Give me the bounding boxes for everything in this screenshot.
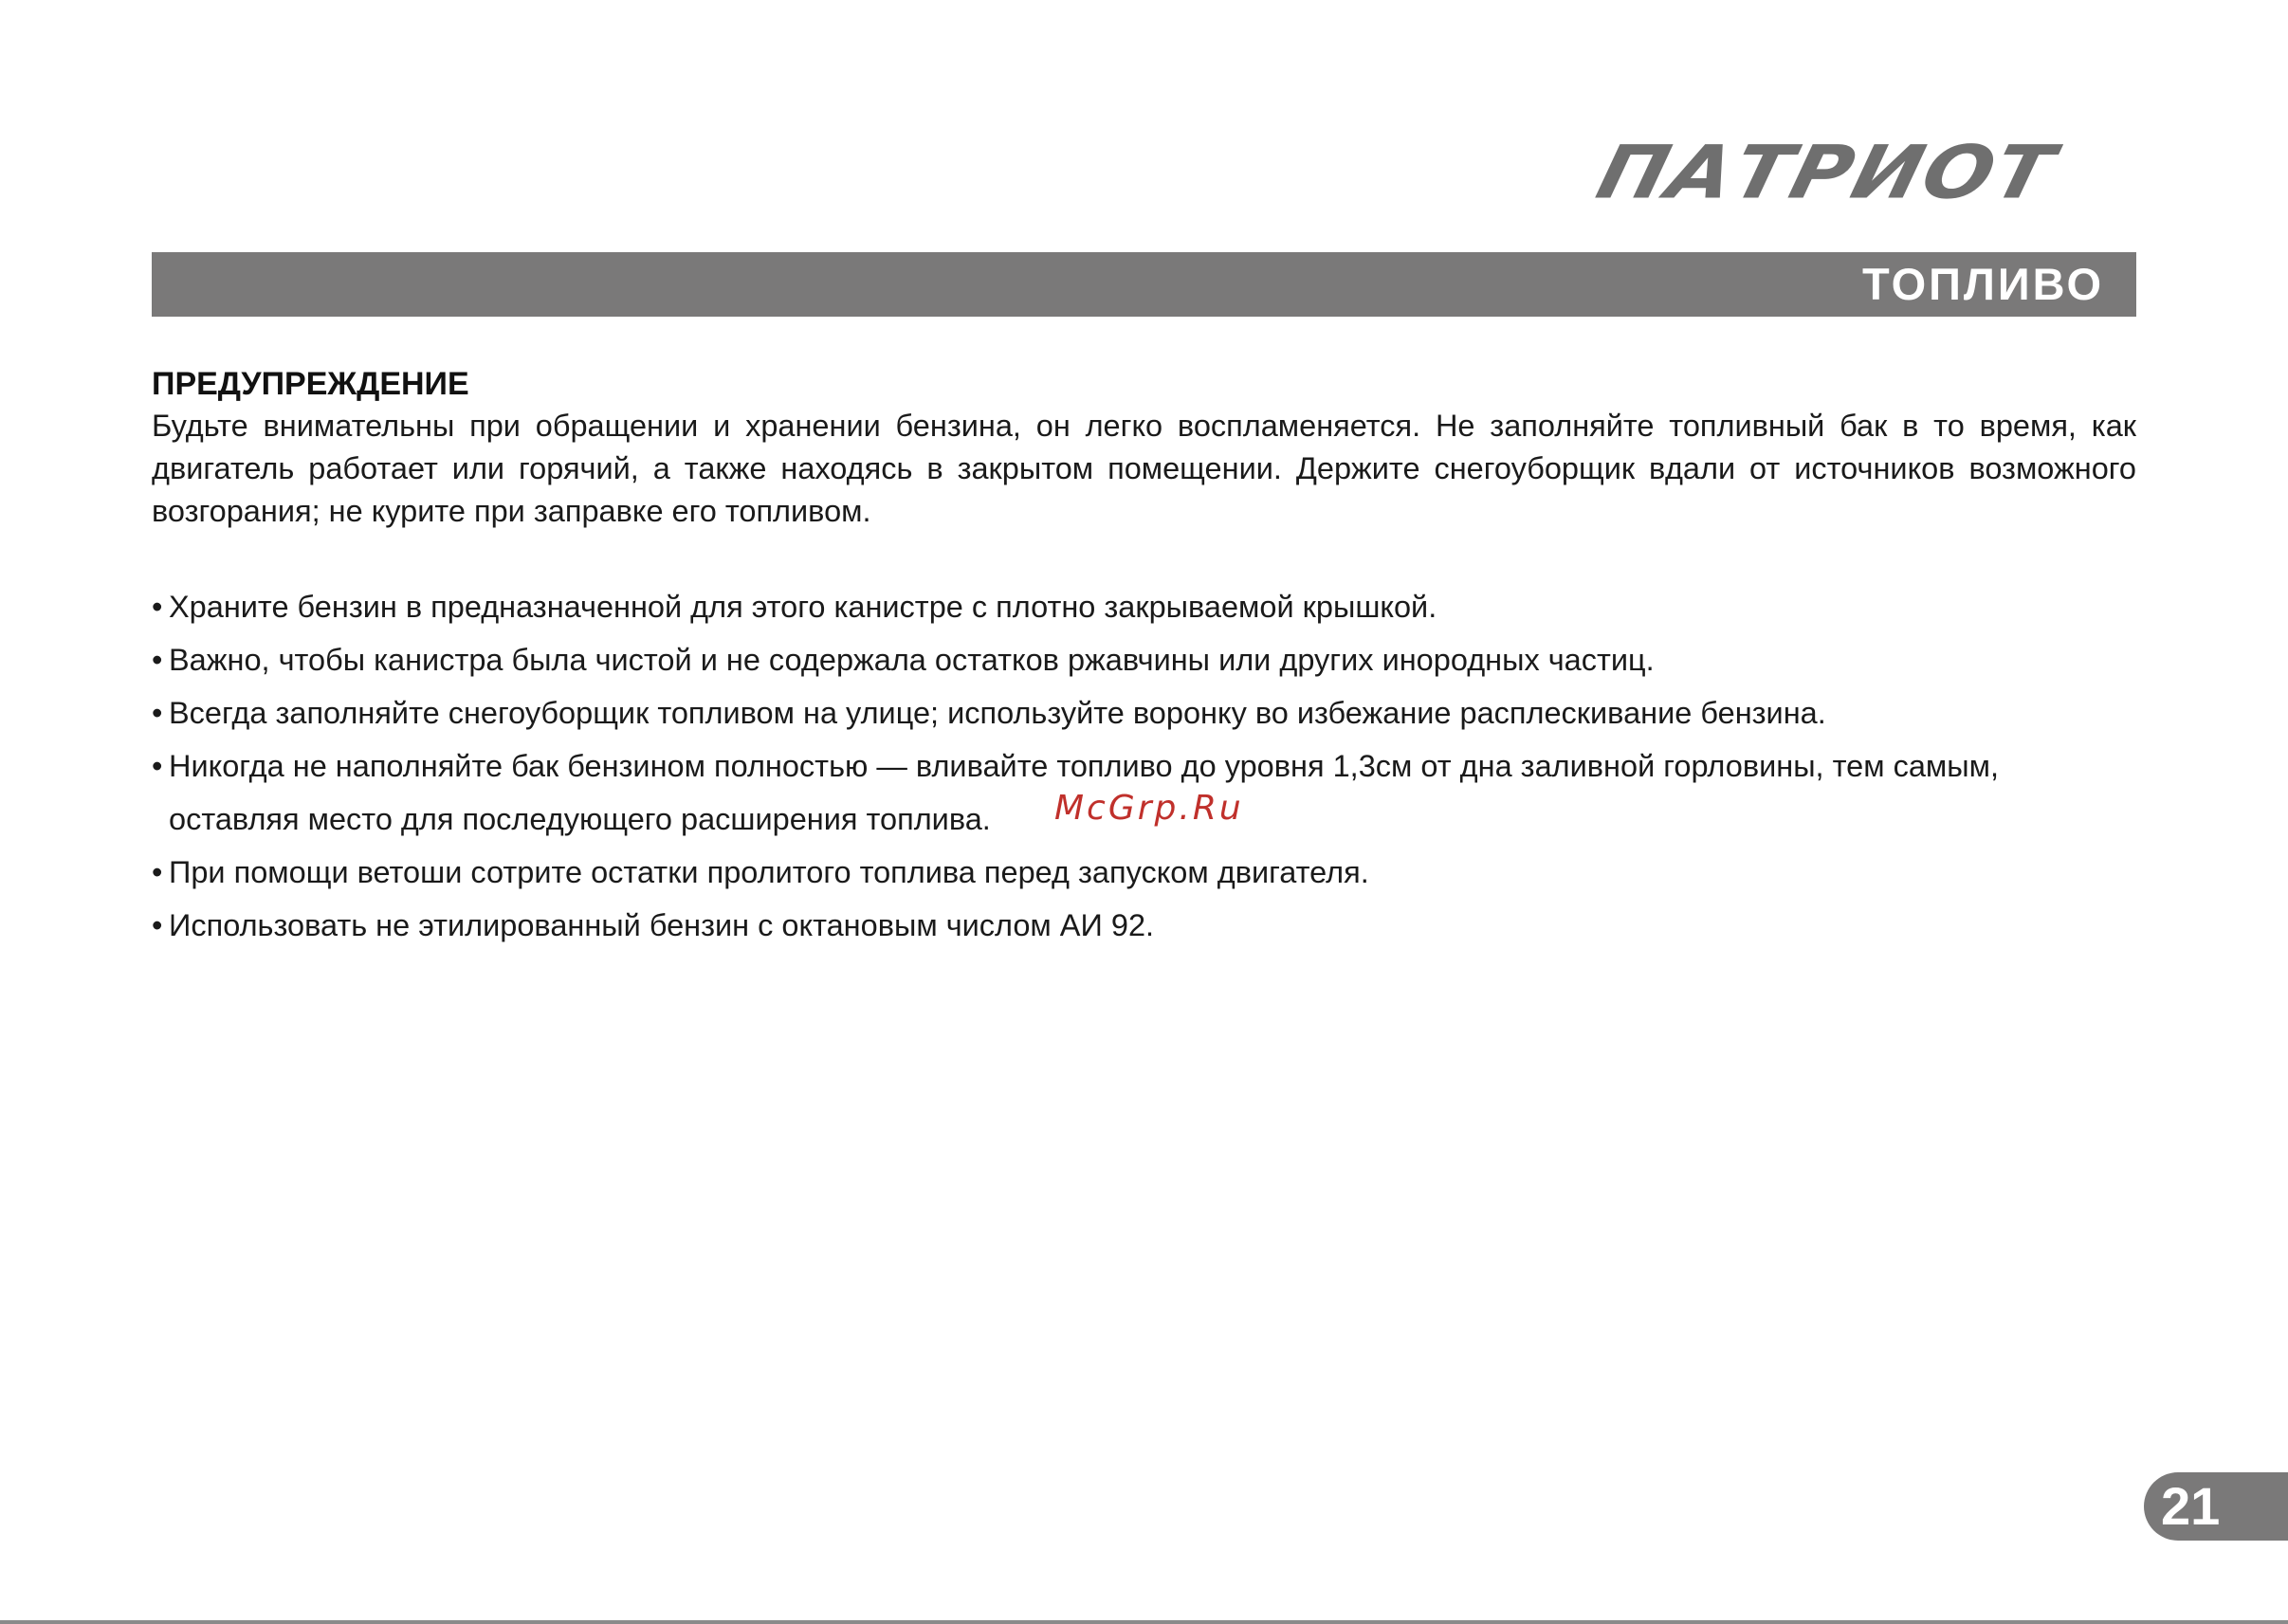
- list-item: • Важно, чтобы канистра была чистой и не содержала остатков ржавчины или других инородных частиц.: [152, 633, 2136, 686]
- list-item: • Храните бензин в предназначенной для этого канистре с плотно закрываемой крышкой.: [152, 580, 2136, 633]
- list-item: • При помощи ветоши сотрите остатки пролитого топлива перед запуском двигателя.: [152, 846, 2136, 899]
- bottom-divider: [0, 1620, 2288, 1624]
- list-item: • Никогда не наполняйте бак бензином полностью — вливайте топливо до уровня 1,3см от дна заливной горловины, тем самым, оставляя место для последующего расширения топлива.: [152, 739, 2132, 846]
- fuel-instructions-list: [152, 580, 2136, 952]
- section-header-bar: [152, 252, 2136, 317]
- brand-logo: ПАТРИОТ: [1588, 130, 2064, 216]
- section-title: ТОПЛИВО: [1862, 259, 2104, 309]
- page-number: 21: [2161, 1476, 2221, 1536]
- warning-text: Будьте внимательны при обращении и хранении бензина, он легко воспламеняется. Не заполняйте топливный бак в то время, как двигатель работает или горячий, а также находясь в закрытом помещении. Держите снегоуборщик вдали от источников возможного возгорания; не курите при заправке его топливом.: [152, 409, 2136, 528]
- list-item: • Использовать не этилированный бензин с октановым числом АИ 92.: [152, 899, 2136, 952]
- list-item: • Всегда заполняйте снегоуборщик топливом на улице; используйте воронку во избежание расплескивание бензина.: [152, 686, 2136, 739]
- page-number-tab: [2144, 1472, 2288, 1541]
- watermark: McGrp.Ru: [1054, 789, 1244, 828]
- warning-heading: ПРЕДУПРЕЖДЕНИЕ: [152, 366, 469, 402]
